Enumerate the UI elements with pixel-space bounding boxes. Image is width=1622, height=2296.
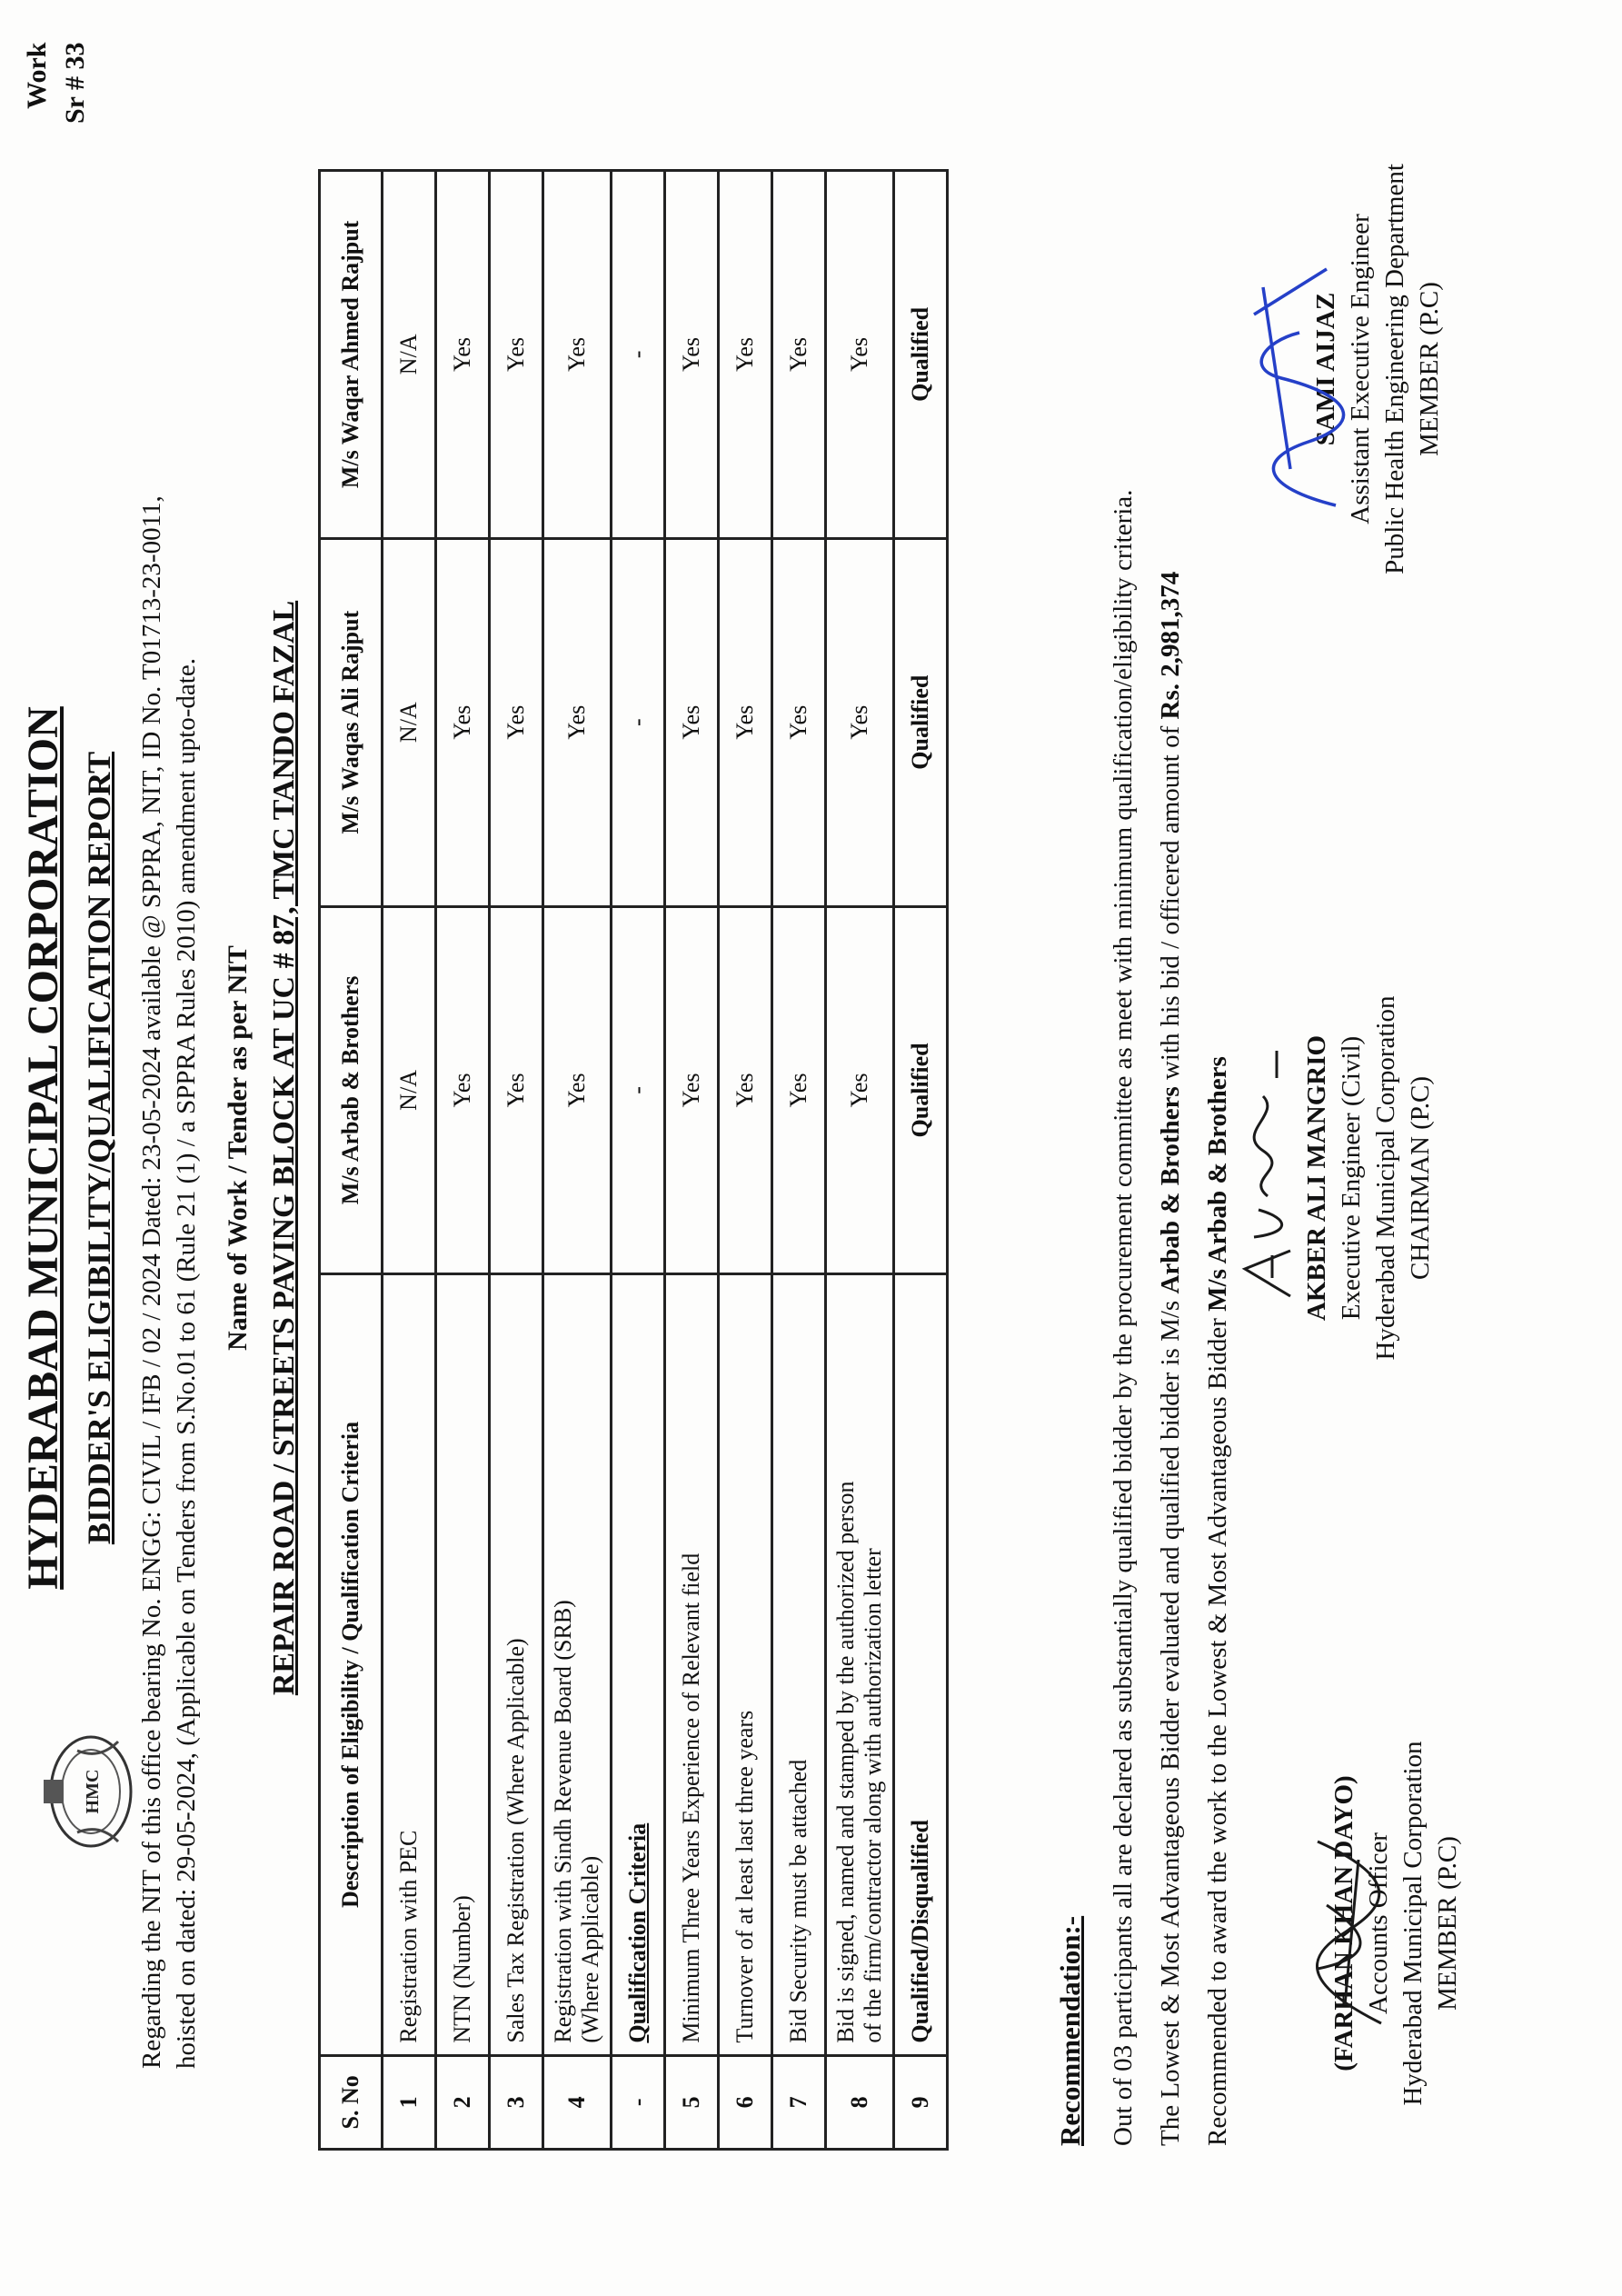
row-sno: 3 — [490, 2055, 543, 2149]
row-bidder-2-value: Yes — [490, 538, 543, 906]
recommendation-line-1: Out of 03 participants all are declared as substantially qualified bidder by the procurement committee as meet with minimum qualification/eligibility criteria. — [1109, 489, 1138, 2146]
row-description: NTN (Number) — [436, 1274, 490, 2055]
table-header-row — [320, 171, 383, 2150]
row-sno: 9 — [894, 2055, 948, 2149]
table-row — [772, 171, 826, 2150]
table-row — [665, 171, 719, 2150]
recommendation-heading: Recommendation:- — [1054, 1915, 1086, 2146]
table-row — [436, 171, 490, 2150]
row-bidder-2-value: Qualified — [894, 538, 948, 906]
rec2-text-c: with his bid / officered amount of — [1156, 719, 1185, 1087]
rec2-text-a: The Lowest & Most Advantageous Bidder evaluated and qualified bidder is M/s — [1156, 1293, 1185, 2146]
row-bidder-1-value: N/A — [383, 906, 436, 1274]
signatory-org: Hyderabad Municipal Corporation — [1398, 1741, 1428, 2106]
intro-line-2: hoisted on dated: 29-05-2024, (Applicable on Tenders from S.No.01 to 61 (Rule 21 (1) / a SPPRA Rules 2010) amendment upto-date. — [172, 658, 201, 2069]
row-bidder-3-value: - — [612, 171, 665, 539]
handwritten-signature-middle — [1236, 1033, 1309, 1305]
signatory-name: (FARHAN KHAN DAYO) — [1329, 1775, 1358, 2071]
row-bidder-3-value: Qualified — [894, 171, 948, 539]
header-description: Description of Eligibility / Qualification Criteria — [320, 1274, 383, 2055]
row-description: Qualification Criteria — [612, 1274, 665, 2055]
row-sno: 2 — [436, 2055, 490, 2149]
serial-number: Sr # 33 — [60, 42, 90, 124]
row-sno: - — [612, 2055, 665, 2149]
row-sno: 4 — [543, 2055, 612, 2149]
row-description: Minimum Three Years Experience of Relevant field — [665, 1274, 719, 2055]
row-sno: 8 — [826, 2055, 894, 2149]
table-row — [543, 171, 612, 2150]
row-bidder-1-value: Yes — [665, 906, 719, 1274]
row-bidder-3-value: Yes — [772, 171, 826, 539]
row-bidder-3-value: Yes — [665, 171, 719, 539]
row-bidder-3-value: Yes — [436, 171, 490, 539]
row-bidder-1-value: - — [612, 906, 665, 1274]
table-row — [383, 171, 436, 2150]
handwritten-signature-right — [1227, 251, 1363, 524]
row-description: Turnover of at least last three years — [719, 1274, 772, 2055]
row-description: Sales Tax Registration (Where Applicable) — [490, 1274, 543, 2055]
row-description-line-1: Bid is signed, named and stamped by the authorized person — [832, 1481, 859, 2043]
row-description-line-1: Registration with Sindh Revenue Board (SRB) — [550, 1600, 576, 2043]
row-bidder-1-value: Yes — [490, 906, 543, 1274]
row-description-line-2: (Where Applicable) — [577, 1855, 603, 2043]
row-bidder-3-value: Yes — [719, 171, 772, 539]
organization-title: HYDERABAD MUNICIPAL CORPORATION — [19, 706, 67, 1590]
row-bidder-1-value: Yes — [772, 906, 826, 1274]
handwritten-signature-left — [1290, 1805, 1408, 2041]
header-bidder-1: M/s Arbab & Brothers — [320, 906, 383, 1274]
signature-block-middle — [1299, 896, 1438, 1460]
row-sno: 7 — [772, 2055, 826, 2149]
row-bidder-1-value: Yes — [826, 906, 894, 1274]
row-bidder-2-value: - — [612, 538, 665, 906]
row-description — [826, 1274, 894, 2055]
signatory-role: MEMBER (P.C) — [1415, 282, 1444, 456]
row-bidder-2-value: Yes — [772, 538, 826, 906]
table-row-result — [894, 171, 948, 2150]
emblem-text: HMC — [83, 1769, 103, 1814]
signature-block-left — [1327, 1642, 1465, 2205]
intro-line-1: Regarding the NIT of this office bearing No. ENGG: CIVIL / IFB / 02 / 2024 Dated: 23-05-2024 available @ SPPRA, NIT, ID No. T01713-23-0011, — [137, 495, 166, 2069]
row-bidder-2-value: N/A — [383, 538, 436, 906]
table-row-section — [612, 171, 665, 2150]
signatory-title: Executive Engineer (Civil) — [1337, 1035, 1366, 1321]
work-label: Work — [22, 42, 52, 109]
row-bidder-3-value: N/A — [383, 171, 436, 539]
row-bidder-3-value: Yes — [543, 171, 612, 539]
signatory-org: Hyderabad Municipal Corporation — [1371, 995, 1400, 1361]
rec3-text-a: Recommended to award the work to the Lowest & Most Advantageous Bidder — [1203, 1311, 1232, 2146]
signature-block-right — [1309, 87, 1447, 651]
row-description: Registration with PEC — [383, 1274, 436, 2055]
signatory-title: Accounts Officer — [1364, 1832, 1393, 2014]
row-sno: 6 — [719, 2055, 772, 2149]
signatory-org: Public Health Engineering Department — [1380, 164, 1409, 574]
row-bidder-1-value: Yes — [543, 906, 612, 1274]
signatory-name: SAMI AIJAZ — [1311, 292, 1340, 446]
signatory-role: CHAIRMAN (P.C) — [1406, 1076, 1435, 1280]
rec3-bidder-name: M/s Arbab & Brothers — [1203, 1056, 1232, 1312]
row-description: Bid Security must be attached — [772, 1274, 826, 2055]
row-bidder-1-value: Yes — [719, 906, 772, 1274]
intro-paragraph — [134, 414, 204, 2069]
header-bidder-3: M/s Waqar Ahmed Rajput — [320, 171, 383, 539]
signatory-role: MEMBER (P.C) — [1433, 1836, 1462, 2011]
table-row — [826, 171, 894, 2150]
recommendation-line-2 — [1154, 110, 1187, 2146]
row-sno: 5 — [665, 2055, 719, 2149]
row-description-line-2: of the firm/contractor along with authorization letter — [860, 1548, 886, 2043]
work-title: REPAIR ROAD / STREETS PAVING BLOCK AT UC # 87, TMC TANDO FAZAL — [267, 600, 301, 1696]
row-bidder-1-value: Qualified — [894, 906, 948, 1274]
row-description — [543, 1274, 612, 2055]
row-bidder-2-value: Yes — [543, 538, 612, 906]
row-description: Qualified/Disqualified — [894, 1274, 948, 2055]
signatory-title: Assistant Executive Engineer — [1346, 214, 1375, 524]
report-title: BIDDER'S ELIGIBILITY/QUALIFICATION REPORT — [81, 751, 117, 1545]
rec2-amount: Rs. 2,981,374 — [1156, 571, 1185, 720]
work-label-heading: Name of Work / Tender as per NIT — [223, 945, 253, 1351]
signatory-name: AKBER ALI MANGRIO — [1302, 1034, 1331, 1322]
eligibility-table — [318, 169, 949, 2151]
rec2-bidder-name: Arbab & Brothers — [1156, 1086, 1185, 1294]
table-row — [490, 171, 543, 2150]
row-sno: 1 — [383, 2055, 436, 2149]
table-row — [719, 171, 772, 2150]
row-bidder-2-value: Yes — [826, 538, 894, 906]
row-bidder-2-value: Yes — [719, 538, 772, 906]
row-bidder-3-value: Yes — [826, 171, 894, 539]
row-bidder-2-value: Yes — [436, 538, 490, 906]
header-bidder-2: M/s Waqas Ali Rajput — [320, 538, 383, 906]
row-bidder-1-value: Yes — [436, 906, 490, 1274]
header-sno: S. No — [320, 2055, 383, 2149]
row-bidder-3-value: Yes — [490, 171, 543, 539]
row-bidder-2-value: Yes — [665, 538, 719, 906]
